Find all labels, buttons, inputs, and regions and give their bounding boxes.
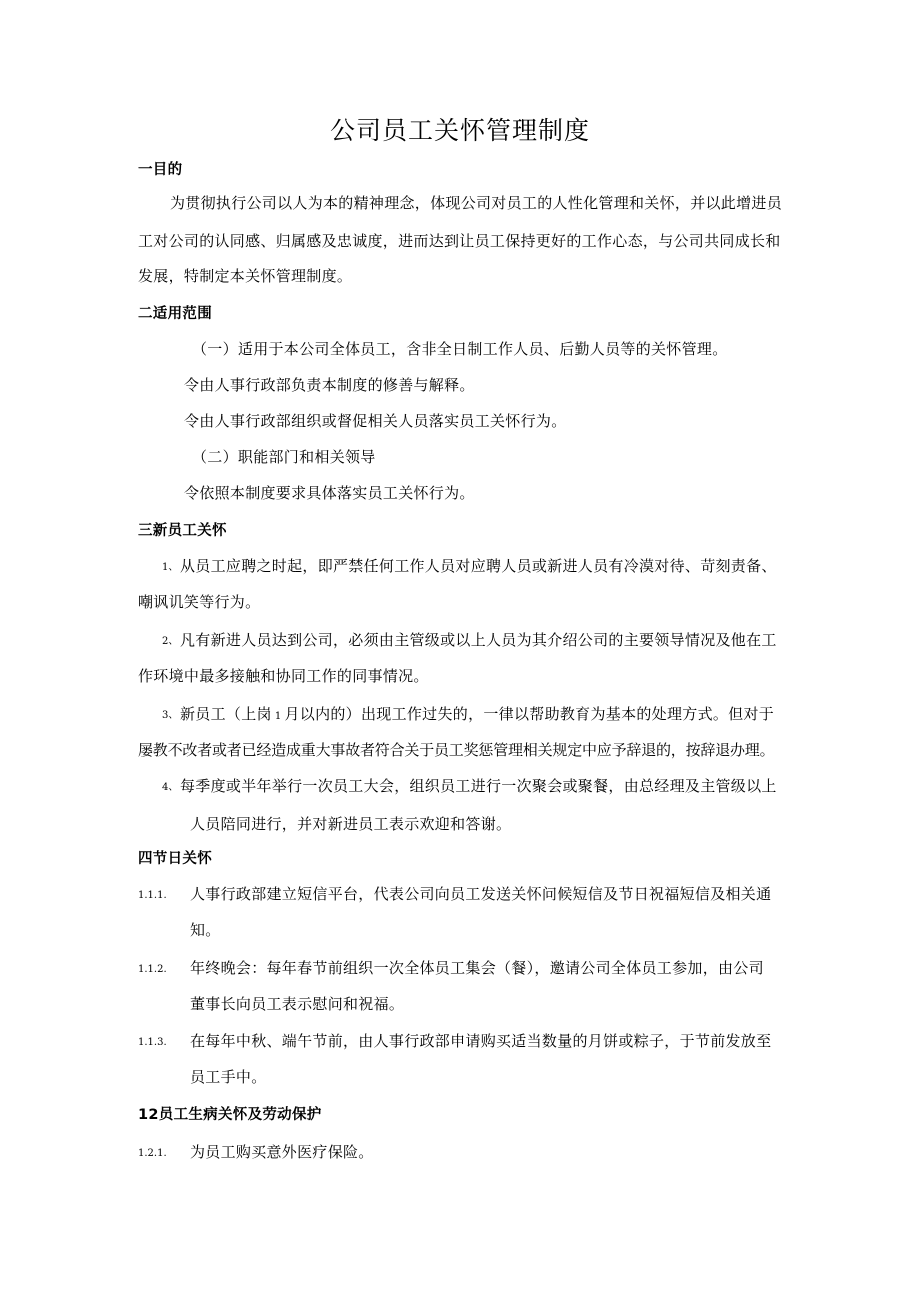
list-number: 1.1.3.	[138, 1037, 167, 1048]
paragraph-line: （一）适用于本公司全体员工，含非全日制工作人员、后勤人员等的关怀管理。	[192, 340, 728, 358]
list-item-line: 屡教不改者或者已经造成重大事故者符合关于员工奖惩管理相关规定中应予辞退的，按辞退办理。	[138, 741, 775, 759]
paragraph-line: 令由人事行政部组织或督促相关人员落实员工关怀行为。	[184, 412, 567, 430]
list-item-line: 从员工应聘之时起，即严禁任何工作人员对应聘人员或新进人员有冷漠对待、苛刻责备、	[180, 557, 777, 575]
list-item-line: 新员工（上岗 1 月以内的）出现工作过失的，一律以帮助教育为基本的处理方式。但对于	[180, 705, 775, 723]
section-heading-holiday-care: 四节日关怀	[138, 851, 212, 867]
list-number: 1.1.2.	[138, 964, 167, 975]
paragraph-line: 为贯彻执行公司以人为本的精神理念，体现公司对员工的人性化管理和关怀，并以此增进员	[170, 194, 783, 212]
list-item-line: 作环境中最多接触和协同工作的同事情况。	[138, 667, 429, 685]
section-heading-sick-care: 12员工生病关怀及劳动保护	[138, 1107, 322, 1123]
list-number: 2、	[162, 636, 179, 647]
paragraph-line: （二）职能部门和相关领导	[192, 448, 376, 466]
list-item-line: 人员陪同进行，并对新进员工表示欢迎和答谢。	[190, 815, 512, 833]
list-number: 1.2.1.	[138, 1148, 167, 1159]
list-item-line: 凡有新进人员达到公司，必须由主管级或以上人员为其介绍公司的主要领导情况及他在工	[180, 631, 777, 649]
list-item-line: 知。	[190, 921, 221, 939]
section-heading-scope: 二适用范围	[138, 306, 212, 322]
paragraph-line: 工对公司的认同感、归属感及忠诚度，进而达到让员工保持更好的工作心态，与公司共同成长和	[138, 232, 781, 250]
list-item-line: 为员工购买意外医疗保险。	[190, 1143, 374, 1161]
list-item-line: 员工手中。	[190, 1068, 267, 1086]
paragraph-line: 令依照本制度要求具体落实员工关怀行为。	[184, 484, 475, 502]
list-number: 4、	[162, 782, 179, 793]
list-item-line: 在每年中秋、端午节前，由人事行政部申请购买适当数量的月饼或粽子，于节前发放至	[190, 1032, 772, 1050]
paragraph-line: 令由人事行政部负责本制度的修善与解释。	[184, 376, 475, 394]
section-heading-new-employee: 三新员工关怀	[138, 523, 227, 539]
list-item-line: 每季度或半年举行一次员工大会，组织员工进行一次聚会或聚餐，由总经理及主管级以上	[180, 777, 777, 795]
page-title: 公司员工关怀管理制度	[329, 116, 590, 145]
list-number: 1.1.1.	[138, 890, 167, 901]
list-number: 1、	[162, 562, 179, 573]
list-item-line: 董事长向员工表示慰问和祝福。	[190, 995, 405, 1013]
section-heading-purpose: 一目的	[138, 162, 183, 178]
list-item-line: 人事行政部建立短信平台，代表公司向员工发送关怀问候短信及节日祝福短信及相关通	[190, 885, 772, 903]
list-item-line: 嘲讽讥笑等行为。	[138, 593, 261, 611]
paragraph-line: 发展，特制定本关怀管理制度。	[138, 267, 353, 285]
list-number: 3、	[162, 710, 179, 721]
list-item-line: 年终晚会：每年春节前组织一次全体员工集会（餐），邀请公司全体员工参加，由公司	[190, 959, 764, 977]
